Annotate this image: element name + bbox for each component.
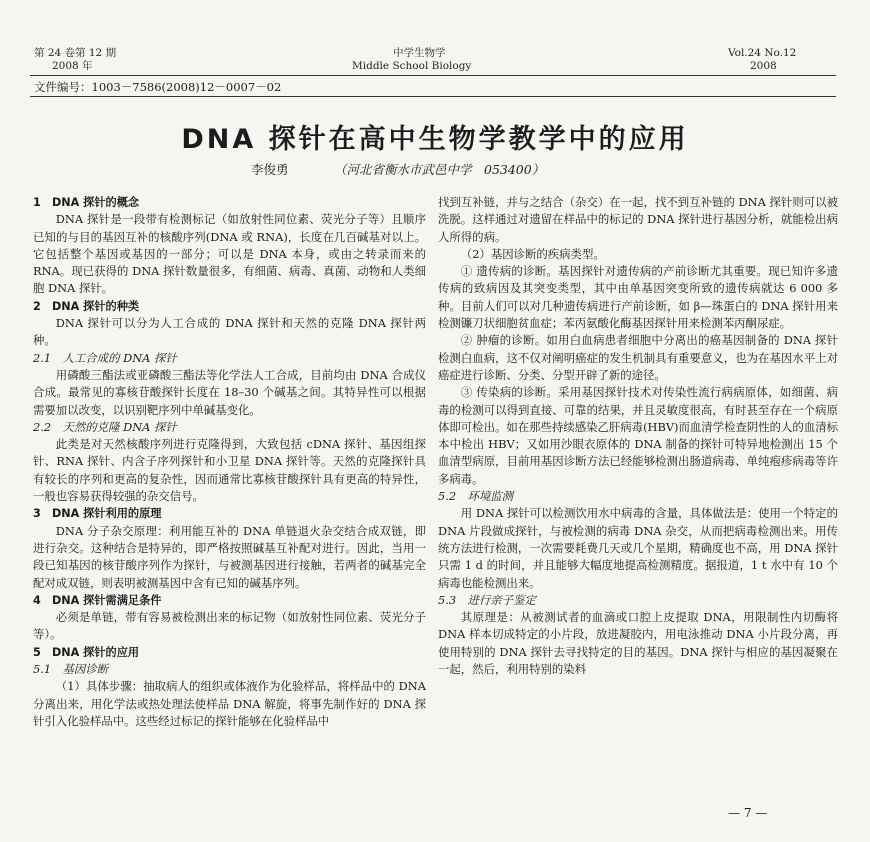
paragraph: ② 肿瘤的诊断。如用白血病患者细胞中分离出的癌基因制备的 DNA 探针检测白血病，这不仅对阐明癌症的发生机制具有重要意义，也为在基因水平上对癌症进行诊断、分类、分型开辟了新的途径。 [438, 333, 838, 382]
header-volume-en: Vol.24 No.12 [728, 47, 797, 59]
paragraph: DNA 探针可以分为人工合成的 DNA 探针和天然的克隆 DNA 探针两种。 [33, 316, 426, 348]
paragraph: 此类是对天然核酸序列进行克隆得到，大致包括 cDNA 探针、基因组探针、RNA 探针、内含子序列探针和小卫星 DNA 探针等。天然的克隆探针具有较长的序列和更高的复杂性，因而通常比寡核苷酸探针具有更高的特异性，一般也容易获得较强的杂交信号。 [33, 437, 426, 504]
author-name: 李俊勇 [251, 162, 289, 177]
header-year-cn: 2008 年 [52, 60, 93, 72]
paragraph: 用 DNA 探针可以检测饮用水中病毒的含量，具体做法是：使用一个特定的 DNA 片段做成探针，与被检测的病毒 DNA 杂交，从而把病毒检测出来。用传统方法进行检测，一次需要耗费几天或几个星期，精确度也不高，用 DNA 探针只需 1 d 的时间，并且能够大幅度地提高检测精度。据报道，1 t 水中有 10 个病毒也能检测出来。 [438, 506, 838, 590]
subsection-heading: 5.3 进行亲子鉴定 [438, 592, 536, 607]
left-column [33, 194, 426, 730]
paragraph: （2）基因诊断的疾病类型。 [460, 246, 605, 261]
section-heading: 4 DNA 探针需满足条件 [33, 593, 162, 607]
section-heading: 3 DNA 探针利用的原理 [33, 507, 162, 521]
paragraph: 其原理是：从被测试者的血滴或口腔上皮提取 DNA，用限制性内切酶将 DNA 样本切成特定的小片段，放进凝胶内，用电泳推动 DNA 小片段分离，再使用特别的 DNA 探针去寻找特定的目的基因。DNA 探针与相应的基因凝聚在一起，然后，利用特别的染料 [438, 610, 838, 677]
page-number: — 7 — [728, 806, 768, 820]
paragraph: 必须是单链，带有容易被检测出来的标记物（如放射性同位素、荧光分子等）。 [33, 610, 426, 642]
header-volume-cn: 第 24 卷第 12 期 [34, 47, 117, 59]
subsection-heading: 5.2 环境监测 [438, 489, 514, 504]
doc-number-rule [30, 96, 836, 97]
paragraph: 找到互补链，并与之结合（杂交）在一起，找不到互补链的 DNA 探针则可以被洗脱。这样通过对遗留在样品中的标记的 DNA 探针进行基因分析，就能检出病人所得的病。 [438, 195, 838, 244]
header-journal-cn: 中学生物学 [393, 47, 446, 59]
header-year-en: 2008 [750, 60, 777, 72]
section-heading: 1 DNA 探针的概念 [33, 196, 140, 209]
subsection-heading: 5.1 基因诊断 [33, 662, 109, 677]
paragraph: ③ 传染病的诊断。采用基因探针技术对传染性流行病病原体，如细菌、病毒的检测可以得到直接、可靠的结果，并且灵敏度很高，有时甚至存在一个病原体即可检出。如在那些持续感染乙肝病毒(HBV)而血清学检查阴性的人的血清标本中检出 HBV；又如用沙眼衣原体的 DNA 制备的探针可特异地检测出 15 个血清型病原，目前用基因诊断方法已经能够检测出肠道病毒、单纯疱疹病毒等许多病毒。 [438, 385, 838, 486]
right-column [438, 194, 838, 678]
article-title: DNA 探针在高中生物学教学中的应用 [181, 124, 689, 155]
subsection-heading: 2.2 天然的克隆 DNA 探针 [33, 419, 177, 434]
document-number: 文件编号：1003－7586(2008)12－0007－02 [34, 80, 282, 94]
paragraph: 用磷酸三酯法或亚磷酸三酯法等化学法人工合成，目前均由 DNA 合成仪合成。最常见的寡核苷酸探针长度在 18–30 个碱基之间。其特异性可以根据需要加以改变，以识别靶序列中单碱基变化。 [33, 367, 426, 417]
section-heading: 2 DNA 探针的种类 [33, 299, 140, 313]
author-affiliation: （河北省衡水市武邑中学 053400） [334, 162, 545, 177]
paragraph: DNA 探针是一段带有检测标记（如放射性同位素、荧光分子等）且顺序已知的与目的基因互补的核酸序列(DNA 或 RNA)，长度在几百碱基对以上。它包括整个基因或基因的一部分；可以是 DNA 本身，或由之转录而来的 RNA。现已获得的 DNA 探针数量很多，有细菌、病毒、真菌、动物和人类细胞 DNA 探针。 [33, 212, 426, 296]
paragraph: DNA 分子杂交原理：利用能互补的 DNA 单链退火杂交结合成双链，即进行杂交。这种结合是特异的，即严格按照碱基互补配对进行。因此，当用一段已知基因的核苷酸序列作为探针，与被测基因进行接触，若两者的碱基完全配对成双链，则表明被测基因中含有已知的碱基序列。 [33, 523, 426, 590]
header-rule [30, 75, 836, 76]
section-heading: 5 DNA 探针的应用 [33, 645, 140, 659]
paragraph: ① 遗传病的诊断。基因探针对遗传病的产前诊断尤其重要。现已知许多遗传病的致病因及其突变类型，其中由单基因突变所致的遗传病就达 6 000 多种。目前人们可以对几种遗传病进行产前诊断，如 β—珠蛋白的 DNA 探针用来检测镰刀状细胞贫血症；苯丙氨酸化酶基因探针用来检测苯丙酮尿症。 [438, 264, 838, 331]
paragraph: （1）具体步骤：抽取病人的组织或体液作为化验样品，将样品中的 DNA 分离出来，用化学法或热处理法使样品 DNA 解旋，将事先制作好的 DNA 探针引入化验样品中。这些经过标记的探针能够在化验样品中 [33, 679, 426, 728]
subsection-heading: 2.1 人工合成的 DNA 探针 [33, 350, 177, 365]
header-journal-en: Middle School Biology [352, 60, 472, 72]
